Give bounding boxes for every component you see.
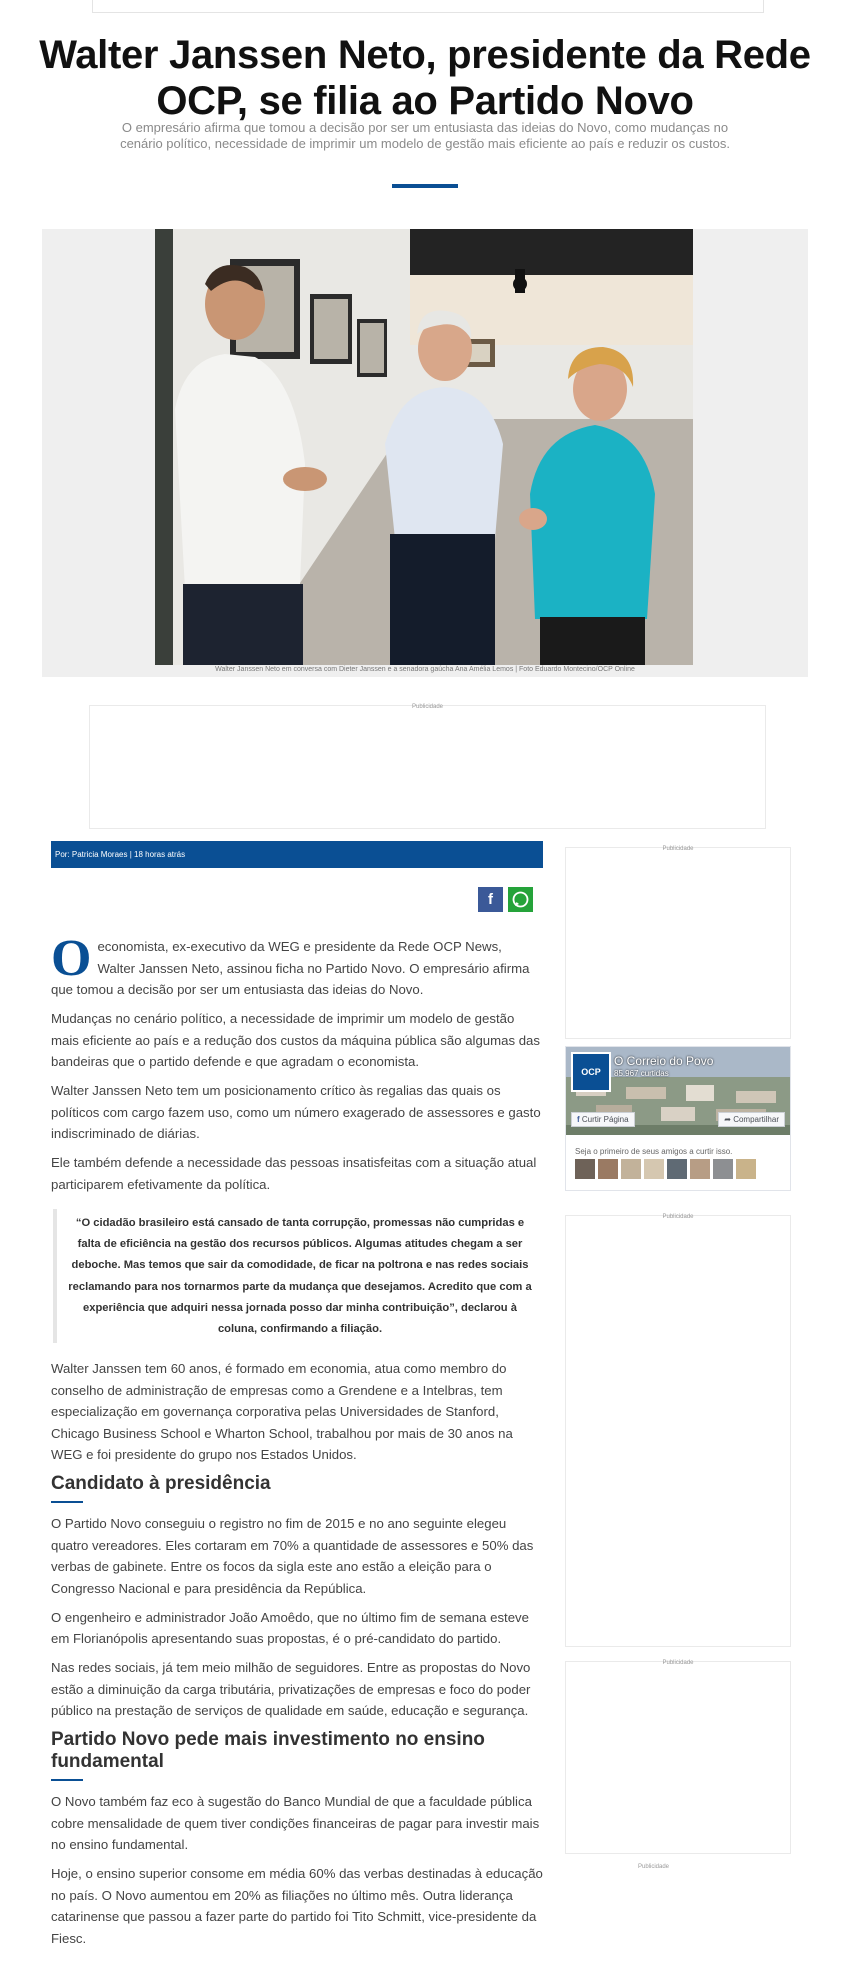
article-paragraph: Mudanças no cenário político, a necessidade de imprimir um modelo de gestão mais eficiente ao país e a redução dos custos da máquina pública são algumas das bandeiras que o partido defende e que agradam o economista. xyxy=(51,1011,540,1069)
heading-underline xyxy=(51,1779,83,1781)
avatar[interactable] xyxy=(713,1159,733,1179)
pull-quote: “O cidadão brasileiro está cansado de tanta corrupção, promessas não cumpridas e falta de eficiência na gestão dos recursos públicos. Algumas atitudes chegam a ser deboche. Mas temos que sair da comodidade, de ficar na poltrona e nas redes sociais reclamando para nos tornarmos parte da mudança que desejamos. Acredito que com a experiência que adquiri nessa jornada posso dar minha contribuição”, declarou à coluna, confirmando a filiação. xyxy=(53,1209,543,1343)
facebook-page-widget[interactable] xyxy=(565,1046,791,1191)
facebook-share-button[interactable] xyxy=(478,887,503,912)
paragraph-text: economista, ex-executivo da WEG e presidente da Rede OCP News, Walter Janssen Neto, assinou ficha no Partido Novo. O empresário afirma que tomou a decisão por ser um entusiasta das ideias do Novo. xyxy=(51,939,530,997)
section-heading: Partido Novo pede mais investimento no ensino fundamental xyxy=(51,1729,485,1773)
avatar[interactable] xyxy=(736,1159,756,1179)
facebook-page-share-button[interactable] xyxy=(718,1112,785,1127)
avatar[interactable] xyxy=(621,1159,641,1179)
share-label: Compartilhar xyxy=(733,1115,779,1124)
article-paragraph: Ele também defende a necessidade das pessoas insatisfeitas com a situação atual participarem efetivamente da política. xyxy=(51,1155,537,1192)
heading-underline xyxy=(51,1501,83,1503)
ocp-logo: OCP xyxy=(571,1052,611,1092)
facebook-page-name[interactable]: O Correio do Povo xyxy=(614,1054,714,1068)
article-paragraph: Nas redes sociais, já tem meio milhão de seguidores. Entre as propostas do Novo estão a diminuição da carga tributária, privatizações de empresas e foco do poder público na prestação de serviços de qualidade em saúde, educação e segurança. xyxy=(51,1660,531,1719)
ad-slot-sidebar-3[interactable] xyxy=(565,1661,791,1854)
like-label: Curtir Página xyxy=(581,1115,629,1124)
article-paragraph: Hoje, o ensino superior consome em média 60% das verbas destinadas à educação no país. O Novo aumentou em 20% as filiações no último mês. Outra liderança catarinense que passou a fazer parte do partido foi Tito Schmitt, vice-presidente da Fiesc. xyxy=(51,1866,543,1946)
facebook-friend-avatars xyxy=(575,1159,759,1184)
avatar[interactable] xyxy=(598,1159,618,1179)
title-divider xyxy=(392,184,458,188)
ad-slot-sidebar-4[interactable] xyxy=(638,1864,670,1886)
drop-cap: O xyxy=(51,930,92,987)
photo-caption: Walter Janssen Neto em conversa com Dieter Janssen e a senadora gaúcha Ana Amélia Lemos | Foto Eduardo Montecino/OCP Online xyxy=(215,666,635,673)
article-body xyxy=(51,930,543,1957)
avatar[interactable] xyxy=(690,1159,710,1179)
avatar[interactable] xyxy=(644,1159,664,1179)
article-paragraph: O Partido Novo conseguiu o registro no fim de 2015 e no ano seguinte elegeu quatro vereadores. Eles cortaram em 70% a quantidade de assessores e 50% das verbas de gabinete. Entre os focos da sigla este ano estão a eleição para o Congresso Nacional e para presidência da República. xyxy=(51,1516,534,1596)
article-paragraph: Walter Janssen Neto tem um posicionamento crítico às regalias das quais os políticos com cargo fazem uso, como um número exagerado de assessores e gasto indiscriminado de diárias. xyxy=(51,1083,541,1141)
page-subtitle: O empresário afirma que tomou a decisão por ser um entusiasta das ideias do Novo, como mudanças no cenário político, necessidade de imprimir um modelo de gestão mais eficiente ao país e reduzir os custos. xyxy=(120,120,730,151)
avatar[interactable] xyxy=(575,1159,595,1179)
ad-label: Publicidade xyxy=(411,704,444,710)
whatsapp-share-button[interactable] xyxy=(508,887,533,912)
ad-label: Publicidade xyxy=(662,846,694,852)
ad-label: Publicidade xyxy=(638,1864,670,1870)
article-paragraph: O engenheiro e administrador João Amoêdo, que no último fim de semana esteve em Florianópolis apresentando suas propostas, é o pré-candidato do partido. xyxy=(51,1609,529,1647)
facebook-icon: f xyxy=(577,1115,582,1124)
facebook-friends-text: Seja o primeiro de seus amigos a curtir isso. xyxy=(575,1147,733,1156)
ad-slot-sidebar-1[interactable] xyxy=(565,847,791,1039)
ad-label: Publicidade xyxy=(662,1660,694,1666)
article-paragraph: Walter Janssen tem 60 anos, é formado em economia, atua como membro do conselho de administração de empresas como a Grendene e a Intelbras, tem especialização em governança corporativa pelas Universidades de Stanford, Chicago Business School e Wharton School, trabalhou por mais de 30 anos na WEG e foi presidente do grupo nos Estados Unidos. xyxy=(51,1361,513,1463)
share-icon: ➦ xyxy=(724,1115,734,1124)
ad-slot-sidebar-2[interactable] xyxy=(565,1215,791,1647)
ad-label: Publicidade xyxy=(662,1214,694,1220)
avatar[interactable] xyxy=(667,1159,687,1179)
article-paragraph: O Novo também faz eco à sugestão do Banco Mundial de que a faculdade pública cobre mensalidade de quem tiver condições financeiras de pagar para investir mais no ensino fundamental. xyxy=(51,1794,540,1853)
article-paragraph xyxy=(51,930,543,1001)
ad-slot-top[interactable] xyxy=(89,705,766,829)
top-ad-banner xyxy=(92,0,764,13)
facebook-icon: f xyxy=(488,891,493,908)
article-photo[interactable] xyxy=(155,229,693,665)
page-title: Walter Janssen Neto, presidente da Rede OCP, se filia ao Partido Novo xyxy=(39,33,811,123)
section-heading: Candidato à presidência xyxy=(51,1473,271,1495)
facebook-followers: 85.967 curtidas xyxy=(614,1069,669,1078)
byline: Por: Patricia Moraes | 18 horas atrás xyxy=(51,841,543,868)
facebook-like-button[interactable] xyxy=(571,1112,635,1127)
whatsapp-icon xyxy=(508,887,533,912)
